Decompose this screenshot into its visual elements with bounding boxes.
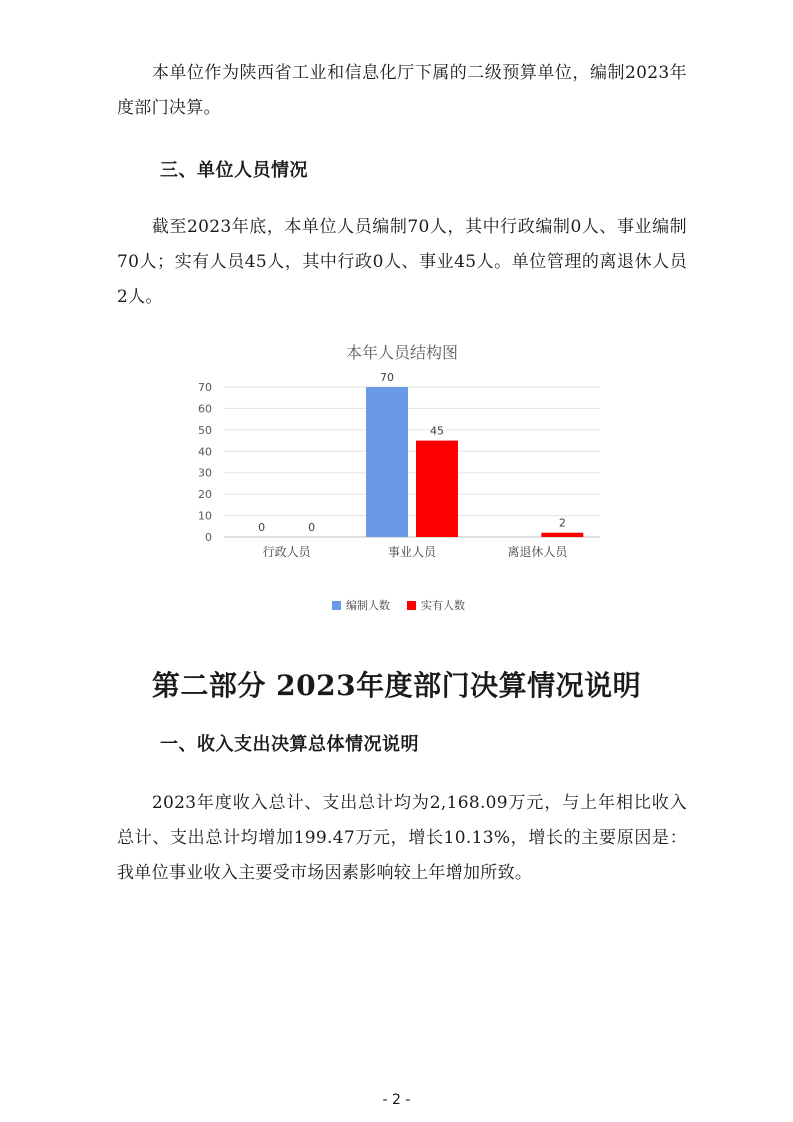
data-label: 70 bbox=[380, 371, 394, 384]
data-label: 45 bbox=[430, 424, 444, 438]
y-tick-label: 50 bbox=[198, 423, 212, 437]
income-paragraph: 2023年度收入总计、支出总计均为2,168.09万元，与上年相比收入总计、支出总计均增加199.47万元，增长10.13%，增长的主要原因是：我单位事业收入主要受市场因素影响较上年增加所致。 bbox=[117, 793, 687, 883]
chart-gridlines bbox=[224, 387, 600, 537]
x-tick-label: 行政人员 bbox=[262, 545, 311, 559]
data-label: 0 bbox=[308, 521, 316, 534]
staff-paragraph: 截至2023年底，本单位人员编制70人，其中行政编制0人、事业编制70人；实有人员45人，其中行政0人、事业45人。单位管理的离退休人员2人。 bbox=[117, 217, 687, 307]
y-tick-label: 60 bbox=[198, 402, 212, 416]
y-tick-label: 70 bbox=[198, 381, 212, 394]
y-tick-label: 20 bbox=[198, 488, 212, 502]
bar bbox=[541, 533, 583, 537]
x-tick-label: 事业人员 bbox=[387, 545, 437, 559]
y-tick-label: 30 bbox=[198, 466, 212, 480]
chart-bars bbox=[366, 387, 583, 537]
legend-swatch bbox=[407, 601, 416, 610]
staff-structure-chart bbox=[192, 336, 612, 626]
chart-y-axis bbox=[198, 381, 212, 544]
legend-entry: 实有人数 bbox=[421, 599, 465, 612]
legend-entry: 编制人数 bbox=[346, 599, 390, 612]
data-label: 0 bbox=[258, 521, 266, 534]
section-heading-income: 一、收入支出决算总体情况说明 bbox=[160, 734, 419, 755]
bar bbox=[366, 387, 408, 537]
data-label: 2 bbox=[558, 516, 566, 530]
x-tick-label: 离退休人员 bbox=[507, 545, 568, 559]
intro-paragraph: 本单位作为陕西省工业和信息化厅下属的二级预算单位，编制2023年度部门决算。 bbox=[117, 63, 687, 118]
chart-legend bbox=[332, 598, 465, 612]
chart-x-axis bbox=[263, 544, 569, 559]
bar bbox=[416, 441, 458, 537]
page-number: - 2 - bbox=[382, 1092, 411, 1108]
legend-swatch bbox=[332, 601, 341, 610]
part-two-title: 第二部分 2023年度部门决算情况说明 bbox=[151, 669, 642, 702]
chart-title: 本年人员结构图 bbox=[345, 343, 459, 362]
y-tick-label: 10 bbox=[198, 509, 212, 523]
y-tick-label: 40 bbox=[198, 445, 212, 459]
y-tick-label: 0 bbox=[205, 531, 212, 544]
chart-data-labels bbox=[258, 371, 566, 534]
section-heading-staff: 三、单位人员情况 bbox=[160, 160, 308, 181]
